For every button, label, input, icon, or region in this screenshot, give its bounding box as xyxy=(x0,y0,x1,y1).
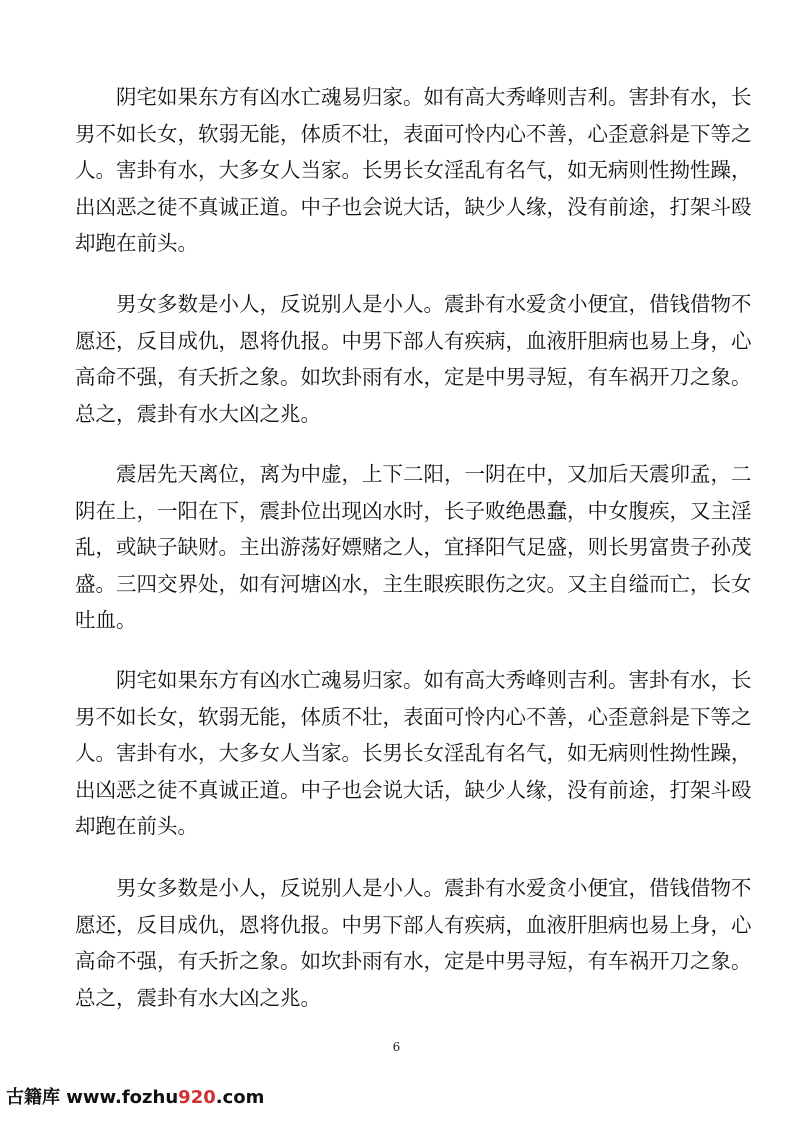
paragraph xyxy=(0,286,793,432)
text-line: 男不如长女，软弱无能，体质不壮，表面可怜内心不善，心歪意斜是下等之 xyxy=(75,121,752,146)
text-line: 阴宅如果东方有凶水亡魂易归家。如有高大秀峰则吉利。害卦有水，长 xyxy=(116,668,752,692)
text-line: 男不如长女，软弱无能，体质不壮，表面可怜内心不善，心歪意斜是下等之 xyxy=(75,704,752,729)
text-line: 出凶恶之徒不真诚正道。中子也会说大话，缺少人缘，没有前途，打架斗殴 xyxy=(75,777,752,802)
paragraph xyxy=(0,79,793,262)
site-watermark xyxy=(6,1083,264,1109)
text-line: 盛。三四交界处，如有河塘凶水，主生眼疾眼伤之灾。又主自缢而亡，长女 xyxy=(75,571,752,596)
text-line: 阴在上，一阳在下，震卦位出现凶水时，长子败绝愚蠢，中女腹疾，又主淫 xyxy=(75,498,752,523)
text-line: 却跑在前头。 xyxy=(75,231,198,255)
text-line: 乱，或缺子缺财。主出游荡好嫖赌之人，宜择阳气足盛，则长男富贵子孙茂 xyxy=(75,535,752,559)
text-line: 高命不强，有夭折之象。如坎卦雨有水，定是中男寻短，有车祸开刀之象。 xyxy=(75,365,752,389)
text-line: 愿还，反目成仇，恩将仇报。中男下部人有疾病，血液肝胆病也易上身，心 xyxy=(75,912,752,937)
text-line: 出凶恶之徒不真诚正道。中子也会说大话，缺少人缘，没有前途，打架斗殴 xyxy=(75,194,752,219)
text-line: 震居先天离位，离为中虚，上下二阳，一阴在中，又加后天震卯孟，二 xyxy=(116,462,752,486)
paragraph xyxy=(0,870,793,1016)
text-line: 总之，震卦有水大凶之兆。 xyxy=(75,985,321,1010)
text-line: 人。害卦有水，大多女人当家。长男长女淫乱有名气，如无病则性拗性躁， xyxy=(75,741,752,765)
paragraph xyxy=(0,662,793,845)
watermark-url-highlight: 920 xyxy=(178,1087,216,1108)
text-line: 总之，震卦有水大凶之兆。 xyxy=(75,401,321,426)
paragraph xyxy=(0,456,793,639)
watermark-url: www.fozhu920.com xyxy=(66,1087,265,1108)
text-line: 人。害卦有水，大多女人当家。长男长女淫乱有名气，如无病则性拗性躁， xyxy=(75,158,752,182)
text-line: 男女多数是小人，反说别人是小人。震卦有水爱贪小便宜，借钱借物不 xyxy=(116,292,752,316)
page-number: 6 xyxy=(392,1040,401,1054)
text-line: 阴宅如果东方有凶水亡魂易归家。如有高大秀峰则吉利。害卦有水，长 xyxy=(116,85,752,109)
text-line: 男女多数是小人，反说别人是小人。震卦有水爱贪小便宜，借钱借物不 xyxy=(116,876,752,900)
text-line: 却跑在前头。 xyxy=(75,814,198,838)
watermark-name: 古籍库 xyxy=(6,1087,60,1108)
text-line: 吐血。 xyxy=(75,608,137,632)
text-line: 愿还，反目成仇，恩将仇报。中男下部人有疾病，血液肝胆病也易上身，心 xyxy=(75,328,752,353)
text-line: 高命不强，有夭折之象。如坎卦雨有水，定是中男寻短，有车祸开刀之象。 xyxy=(75,949,752,973)
